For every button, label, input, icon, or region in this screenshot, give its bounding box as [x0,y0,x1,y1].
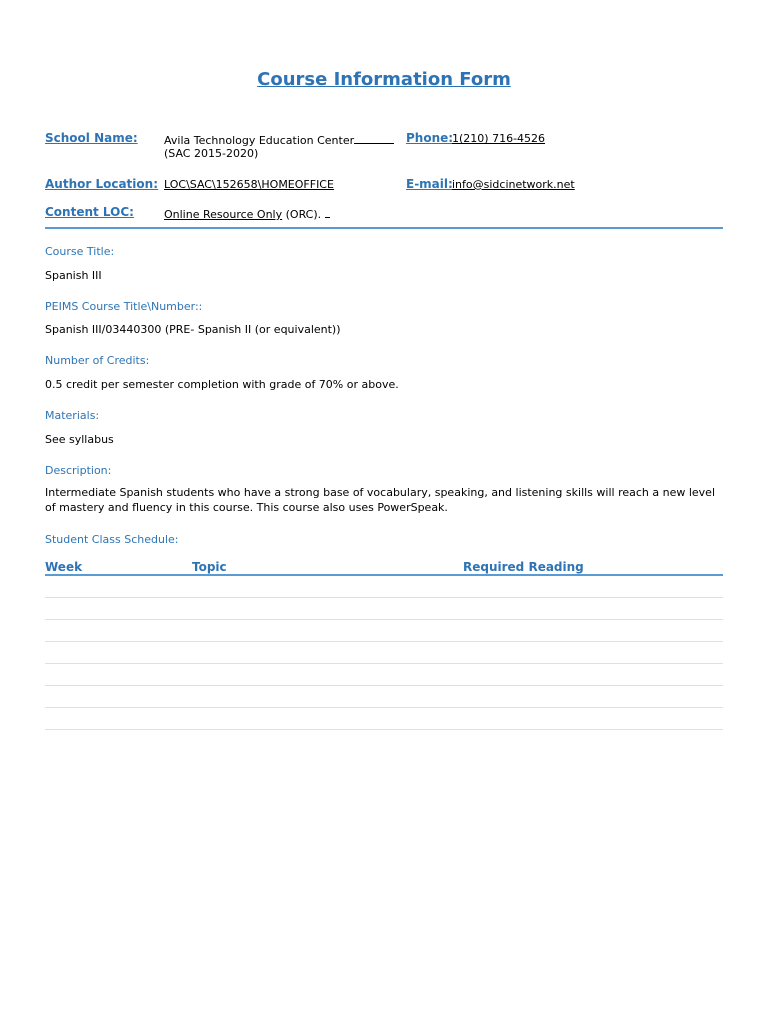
school-name-label: School Name: [45,131,138,145]
page-title: Course Information Form [257,69,511,90]
author-location-label: Author Location: [45,177,158,191]
phone-value: 1(210) 716-4526 [452,132,546,145]
schedule-label: Student Class Schedule: [45,533,179,546]
school-name-fill-line [354,132,394,144]
credits-value: 0.5 credit per semester completion with grade of 70% or above. [45,378,399,391]
school-name-value [164,132,394,160]
materials-value: See syllabus [45,433,114,446]
content-loc-fill-line [325,206,330,218]
table-row [45,619,723,620]
table-row [45,729,723,730]
email-label: E-mail: [406,177,453,191]
table-row [45,685,723,686]
column-header-required-reading: Required Reading [463,560,584,574]
content-loc-value [164,206,330,221]
table-row [45,597,723,598]
email-value[interactable]: info@sidcinetwork.net [452,178,575,191]
content-loc-label: Content LOC: [45,205,134,219]
header-divider [45,227,723,229]
column-header-topic: Topic [192,560,227,574]
column-header-week: Week [45,560,83,574]
description-label: Description: [45,464,112,477]
table-row [45,663,723,664]
table-row [45,641,723,642]
peims-value: Spanish III/03440300 (PRE- Spanish II (or equivalent)) [45,323,341,336]
materials-label: Materials: [45,409,100,422]
author-location-value: LOC\SAC\152658\HOMEOFFICE [164,178,334,191]
table-header-rule [45,574,723,576]
school-name-line1: Avila Technology Education Center [164,134,355,147]
credits-label: Number of Credits: [45,354,150,367]
description-value: Intermediate Spanish students who have a strong base of vocabulary, speaking, and listening skills will reach a new level of mastery and fluency in this course. This course also uses PowerSpeak. [45,486,716,514]
content-loc-underlined: Online Resource Only [164,208,283,221]
peims-label: PEIMS Course Title\Number:: [45,300,203,313]
content-loc-rest: (ORC). [282,208,325,221]
course-title-value: Spanish III [45,269,102,282]
school-name-line2: (SAC 2015-2020) [164,147,259,160]
table-row [45,707,723,708]
course-title-label: Course Title: [45,245,115,258]
phone-label: Phone: [406,131,454,145]
